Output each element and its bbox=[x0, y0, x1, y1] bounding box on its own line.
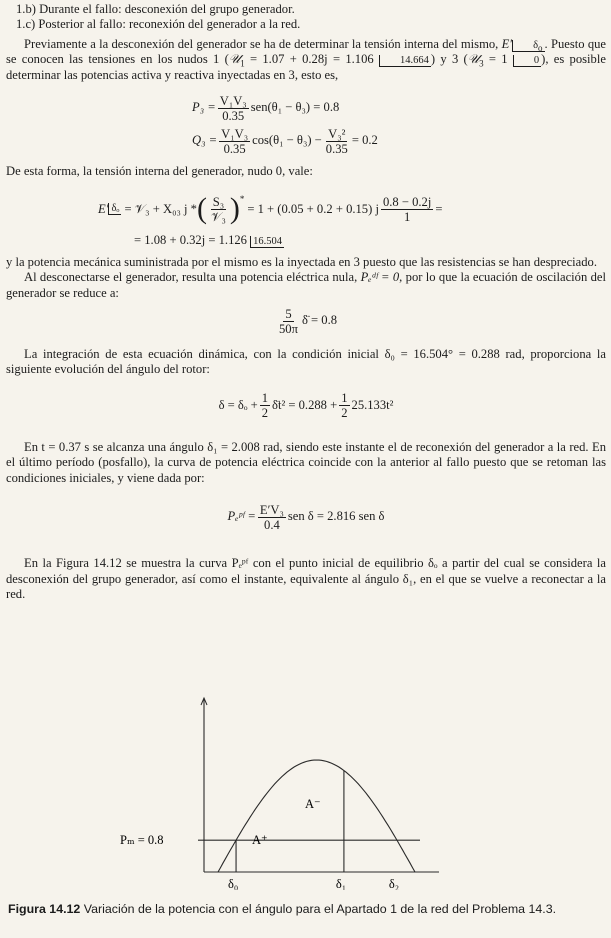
paragraph-2: De esta forma, la tensión interna del generador, nudo 0, vale: bbox=[6, 164, 313, 179]
power-angle-chart bbox=[0, 690, 611, 890]
equation-post-fault-power bbox=[6, 492, 606, 542]
eq2-line2: = 1.08 + 0.32j = 1.126 bbox=[134, 233, 247, 248]
q3-rhs: = 0.2 bbox=[351, 133, 378, 148]
eq4-f2-den: 2 bbox=[341, 406, 348, 421]
item-c: 1.c) Posterior al fallo: reconexión del generador a la red. bbox=[16, 17, 301, 32]
eq2-den2: 1 bbox=[404, 209, 411, 224]
delta1-label: δ₁ bbox=[335, 877, 347, 890]
delta0-label: δ₀ bbox=[228, 877, 239, 890]
p3-lhs: P₃ = bbox=[192, 100, 216, 115]
eq4-f2-num: 1 bbox=[341, 391, 348, 406]
item-b: 1.b) Durante el fallo: desconexión del grupo generador. bbox=[16, 2, 295, 16]
eq4-mid: δ̈t² = 0.288 + bbox=[272, 398, 338, 413]
equation-p3-q3 bbox=[192, 92, 606, 158]
eq3-rhs: δ̈ = 0.8 bbox=[301, 313, 338, 328]
u1-angle: 14.664 bbox=[379, 55, 431, 67]
q3-lhs: Q₃ = bbox=[192, 133, 218, 148]
eq3-den: 50π bbox=[278, 321, 298, 336]
u3-angle: 0 bbox=[513, 55, 541, 67]
eq5-num: E′V₃ bbox=[259, 502, 284, 517]
paragraph-7: En la Figura 14.12 se muestra la curva Pₑᵖᶠ con el punto inicial de equilibrio δₒ a partir del cual se considera la desconexión del grupo generador, así como el instante, equivalente al ángulo δ₁, en el que se vuelve a reconectar a la red. bbox=[6, 556, 606, 601]
eq2-den: 𝒱₃ bbox=[210, 209, 226, 224]
eq4-f1-num: 1 bbox=[261, 391, 269, 406]
delta2-label: δ₂ bbox=[388, 877, 400, 890]
para4-end: , por lo que la ecuación de oscilación del generador se reduce a: bbox=[6, 270, 606, 300]
caption-text: Variación de la potencia con el ángulo para el Apartado 1 de la red del Problema 14.3. bbox=[83, 902, 557, 916]
eq2-fraction bbox=[209, 195, 228, 224]
pe-df: Pₑᵈᶠ = 0 bbox=[360, 270, 400, 285]
figure-caption bbox=[8, 902, 606, 917]
eq2-line2-angle: 16.504 bbox=[250, 236, 284, 248]
para4-start: Al desconectarse el generador, resulta una potencia eléctrica nula, bbox=[24, 270, 358, 285]
eq4-fraction-1 bbox=[260, 391, 270, 420]
para1-u1: = 1.07 + 0.28j = 1.106 bbox=[249, 52, 374, 67]
para1-u3: = 1 bbox=[488, 52, 508, 67]
q3-den: 0.35 bbox=[223, 141, 246, 156]
eq2-rhs: = 1 + (0.05 + 0.2 + 0.15) j bbox=[247, 201, 379, 216]
equation-internal-voltage: E′ δₒ = 𝒱₃ + X₀₃ j * ( $\frac{\text{S₃}}{\text{𝒱₃}}$ ) * = 1 + (0.05 + 0.2 + 0.15) j $\frac{0.8 - 0.2j}{1}$ = = 1.08 + 0.32j = 1.126 16.504 bbox=[98, 192, 443, 248]
paragraph-4 bbox=[6, 270, 606, 301]
p3-rhs: sen(θ₁ − θ₃) = 0.8 bbox=[250, 100, 340, 115]
eq2-num2: 0.8 − 0.2j bbox=[382, 194, 432, 209]
q3-den2: 0.35 bbox=[325, 141, 348, 156]
equation-swing bbox=[6, 301, 606, 341]
para1-mid2: ) y 3 ( bbox=[430, 52, 468, 67]
aminus-label: A⁻ bbox=[305, 797, 321, 812]
q3-mid: cos(θ₁ − θ₃) − bbox=[252, 133, 322, 148]
eq2-angle: δₒ bbox=[108, 203, 121, 215]
page bbox=[6, 2, 606, 602]
caption-label: Figura 14.12 bbox=[8, 902, 81, 916]
eq2-num: S₃ bbox=[212, 194, 225, 209]
eq5-lhs: Pₑᵖᶠ = bbox=[227, 509, 256, 524]
p3-fraction bbox=[218, 94, 249, 123]
para1-end: es posible determinar las potencias activa y reactiva inyectadas en 3, esto es, bbox=[6, 52, 606, 82]
equation-rotor-angle bbox=[6, 378, 606, 434]
eq5-rhs: sen δ = 2.816 sen δ bbox=[287, 509, 385, 524]
q3-num2: V₃² bbox=[328, 126, 346, 141]
p3-num: V₁V₃ bbox=[219, 93, 247, 108]
eq2-eqsign: = bbox=[435, 201, 443, 216]
q3-fraction bbox=[219, 127, 250, 156]
paragraph-3: y la potencia mecánica suministrada por el mismo es la inyectada en 3 puesto que las resistencias se han despreciado. bbox=[6, 254, 598, 269]
eq3-num: 5 bbox=[285, 306, 292, 321]
paragraph-5: La integración de esta ecuación dinámica, con la condición inicial δ₀ = 16.504° = 0.288 rad, proporciona la siguiente evolución del ángulo del rotor: bbox=[6, 347, 606, 377]
eq4-f1-den: 2 bbox=[261, 406, 269, 421]
para1-start: Previamente a la desconexión del generador se ha de determinar la tensión interna del mismo, bbox=[24, 36, 499, 51]
paragraph-6: En t = 0.37 s se alcanza una ángulo δ₁ = 2.008 rad, siendo este instante el de reconexión del generador a la red. En el último período (posfallo), la curva de potencia eléctrica coincide con la anterior al fallo puesto que se retoman las condiciones iniciales, y viene dada por: bbox=[6, 439, 606, 485]
eq4-fraction-2 bbox=[339, 391, 349, 420]
pm-label: Pₘ = 0.8 bbox=[120, 833, 164, 848]
eq4-rhs: 25.133t² bbox=[351, 398, 394, 413]
series-pe-pf-curve bbox=[218, 760, 415, 872]
aplus-label: A⁺ bbox=[252, 833, 268, 847]
eq2-mid: = 𝒱₃ + X₀₃ j * bbox=[124, 201, 197, 216]
q3-num: V₁V₃ bbox=[221, 126, 249, 141]
eq3-fraction bbox=[277, 307, 300, 336]
eq2-lhs: E′ bbox=[98, 201, 109, 216]
paragraph-1: Previamente a la desconexión del generador se ha de determinar la tensión interna del mismo, E′ $\delta_o$ . Puesto que se conocen las tensiones en los nudos 1 (𝒰$_1$ = 1.07 + 0.28j = 1.106 14.664 ) y 3 (𝒰$_3$ = 1 0 ), es posible determinar las potencias activa y reactiva inyectadas en 3, esto es, bbox=[6, 36, 607, 82]
q3-fraction-2 bbox=[324, 127, 350, 156]
eq2-fraction-2 bbox=[381, 195, 433, 224]
eq4-lhs: δ = δₒ + bbox=[218, 398, 258, 413]
p3-den: 0.35 bbox=[222, 108, 245, 123]
eq5-fraction bbox=[258, 503, 286, 532]
eq5-den: 0.4 bbox=[264, 517, 280, 532]
para1-mid1: Puesto que se conocen las tensiones en los nudos 1 ( bbox=[6, 36, 607, 67]
